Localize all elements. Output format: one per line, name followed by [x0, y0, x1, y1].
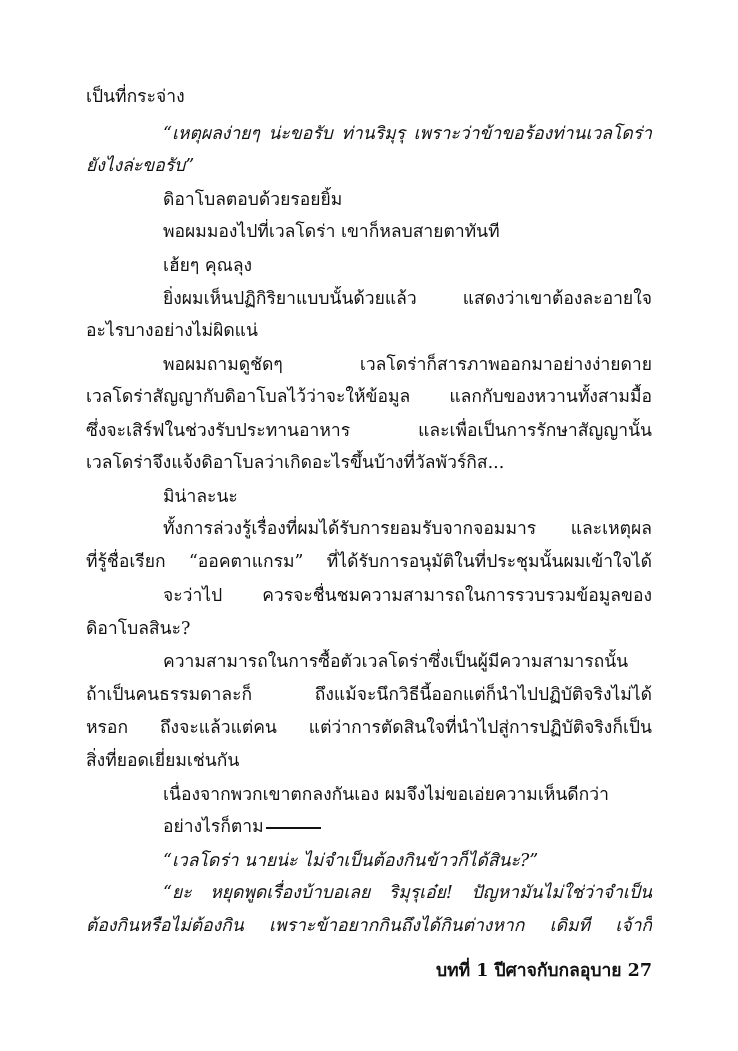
text-line: เฮ้ยๆ คุณลุง	[163, 256, 253, 276]
em-dash-rule	[266, 827, 321, 829]
text-line: ถ้าเป็นคนธรรมดาละก็ ถึงแม้จะนึกวิธีนี้ออกแต่ก็นำไปปฏิบัติจริงไม่ได้	[86, 685, 652, 705]
page-footer: บทที่ 1 ปีศาจกับกลอุบาย 27	[435, 961, 652, 981]
text-line: เวลโดร่าจึงแจ้งดิอาโบลว่าเกิดอะไรขึ้นบ้างที่วัลพัวร์กิส...	[86, 453, 505, 473]
text-line: พอผมถามดูชัดๆ เวลโดร่าก็สารภาพออกมาอย่างง่ายดาย	[163, 355, 652, 375]
text-line: “ยะ หยุดพูดเรื่องบ้าบอเลย ริมุรุเอ๋ย! ปัญหามันไม่ใช่ว่าจำเป็น	[163, 883, 652, 903]
text-line: ดิอาโบลสินะ?	[86, 619, 191, 639]
text-line-with-dash	[163, 814, 652, 840]
text-line: สิ่งที่ยอดเยี่ยมเช่นกัน	[86, 751, 240, 771]
text-line: หรอก ถึงจะแล้วแต่คน แต่ว่าการตัดสินใจที่นำไปสู่การปฏิบัติจริงก็เป็น	[86, 718, 652, 738]
text-line: ความสามารถในการซื้อตัวเวลโดร่าซึ่งเป็นผู้มีความสามารถนั้น	[163, 652, 629, 672]
text-line: “เหตุผลง่ายๆ น่ะขอรับ ท่านริมุรุ เพราะว่าข้าขอร้องท่านเวลโดร่า	[163, 124, 652, 144]
text-span: อย่างไรก็ตาม	[163, 817, 264, 837]
text-line: ที่รู้ชื่อเรียก “ออคตาแกรม” ที่ได้รับการอนุมัติในที่ประชุมนั้นผมเข้าใจได้	[86, 552, 652, 572]
text-line: ซึ่งจะเสิร์ฟในช่วงรับประทานอาหาร และเพื่อเป็นการรักษาสัญญานั้น	[86, 421, 652, 441]
text-line: ต้องกินหรือไม่ต้องกิน เพราะข้าอยากกินถึงได้กินต่างหาก เดิมที เจ้าก็	[86, 916, 652, 936]
text-line: พอผมมองไปที่เวลโดร่า เขาก็หลบสายตาทันที	[163, 222, 500, 242]
text-line: จะว่าไป ควรจะชื่นชมความสามารถในการรวบรวมข้อมูลของ	[163, 586, 652, 606]
text-line: เนื่องจากพวกเขาตกลงกันเอง ผมจึงไม่ขอเอ่ยความเห็นดีกว่า	[163, 785, 609, 805]
text-line: “เวลโดร่า นายน่ะ ไม่จำเป็นต้องกินข้าวก็ได้สินะ?”	[163, 851, 539, 871]
text-line: ยังไงล่ะขอรับ”	[86, 156, 195, 176]
text-line: ทั้งการล่วงรู้เรื่องที่ผมได้รับการยอมรับจากจอมมาร และเหตุผล	[163, 519, 652, 539]
text-line: อะไรบางอย่างไม่ผิดแน่	[86, 321, 258, 341]
text-line: เป็นที่กระจ่าง	[86, 87, 185, 107]
text-line: ดิอาโบลตอบด้วยรอยยิ้ม	[163, 190, 343, 210]
text-line: ยิ่งผมเห็นปฏิกิริยาแบบนั้นด้วยแล้ว แสดงว่าเขาต้องละอายใจ	[163, 289, 652, 309]
text-line: เวลโดร่าสัญญากับดิอาโบลไว้ว่าจะให้ข้อมูล แลกกับของหวานทั้งสามมื้อ	[86, 387, 652, 407]
text-line: มิน่าละนะ	[163, 487, 238, 507]
